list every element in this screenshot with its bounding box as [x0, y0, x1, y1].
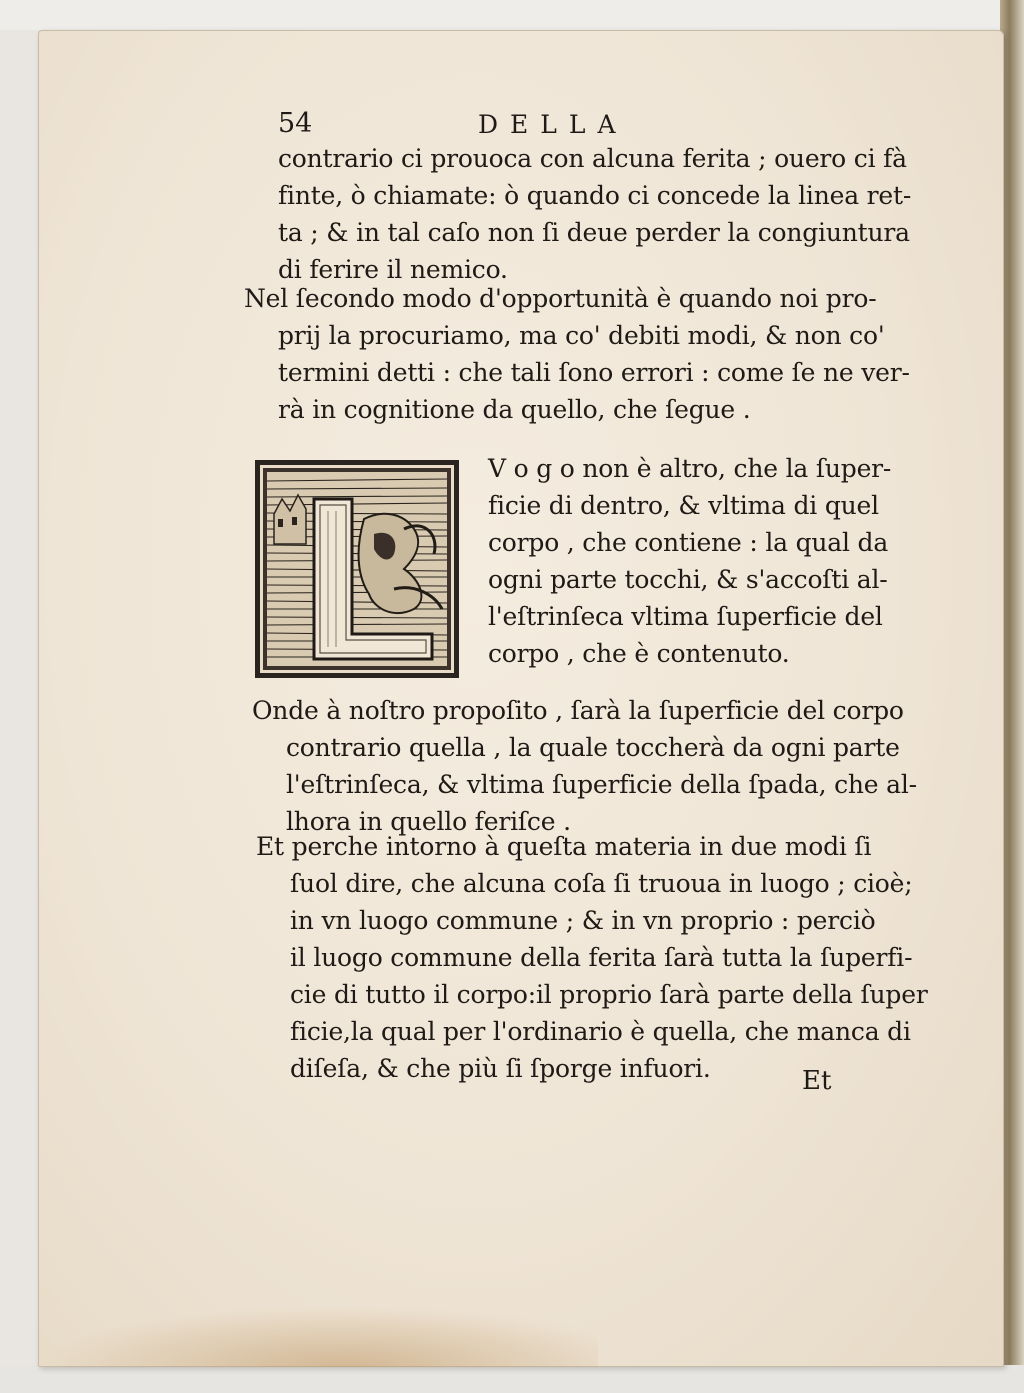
running-head: DELLA: [478, 110, 628, 139]
text-line: V o g o non è altro, che la ſuper-: [488, 454, 892, 483]
paragraph-3: [488, 450, 891, 672]
text-line: ta ; & in tal caſo non ſi deue perder la congiuntura: [278, 218, 910, 247]
text-line: corpo , che è contenuto.: [488, 639, 790, 668]
scan-background-top: [0, 0, 1024, 30]
text-line: l'eſtrinſeca vltima ſuperficie del: [488, 602, 883, 631]
text-line: ficie,la qual per l'ordinario è quella, che manca di: [290, 1017, 911, 1046]
page-number: 54: [278, 108, 313, 139]
text-line: rà in cognitione da quello, che ſegue .: [278, 395, 751, 424]
text-line: ficie di dentro, & vltima di quel: [488, 491, 879, 520]
text-line: il luogo commune della ferita ſarà tutta la ſuperfi-: [290, 943, 913, 972]
text-line: in vn luogo commune ; & in vn proprio : perciò: [290, 906, 876, 935]
text-line: ſuol dire, che alcuna coſa ſi truoua in luogo ; cioè;: [290, 869, 913, 898]
text-line: l'eſtrinſeca, & vltima ſuperficie della ſpada, che al-: [286, 770, 917, 799]
text-line: finte, ò chiamate: ò quando ci concede la linea ret-: [278, 181, 912, 210]
text-line: ogni parte tocchi, & s'accoſti al-: [488, 565, 888, 594]
text-line: Nel ſecondo modo d'opportunità è quando noi pro-: [244, 284, 877, 313]
text-line: Et perche intorno à queſta materia in due modi ſi: [256, 832, 872, 861]
paragraph-1: [278, 140, 911, 288]
text-line: corpo , che contiene : la qual da: [488, 528, 889, 557]
woodcut-initial-l: [254, 459, 460, 679]
text-line: prij la procuriamo, ma co' debiti modi, & non co': [278, 321, 885, 350]
woodcut-initial-image: [254, 459, 460, 679]
text-line: lhora in quello feriſce .: [286, 807, 571, 836]
catchword: Et: [802, 1066, 832, 1096]
text-line: Onde à noſtro propoſito , ſarà la ſuperficie del corpo: [252, 696, 904, 725]
text-line: cie di tutto il corpo:il proprio ſarà parte della ſuper: [290, 980, 928, 1009]
text-line: contrario ci prouoca con alcuna ferita ; ouero ci fà: [278, 144, 907, 173]
text-line: termini detti : che tali ſono errori : come ſe ne ver-: [278, 358, 910, 387]
scan-background-bottom: [0, 1365, 1024, 1393]
text-line: diſeſa, & che più ſi ſporge infuori.: [290, 1054, 711, 1083]
text-line: contrario quella , la quale toccherà da ogni parte: [286, 733, 900, 762]
paragraph-2: [244, 280, 910, 428]
paragraph-5: [256, 828, 928, 1087]
text-line: di ferire il nemico.: [278, 255, 508, 284]
paragraph-4: [252, 692, 917, 840]
